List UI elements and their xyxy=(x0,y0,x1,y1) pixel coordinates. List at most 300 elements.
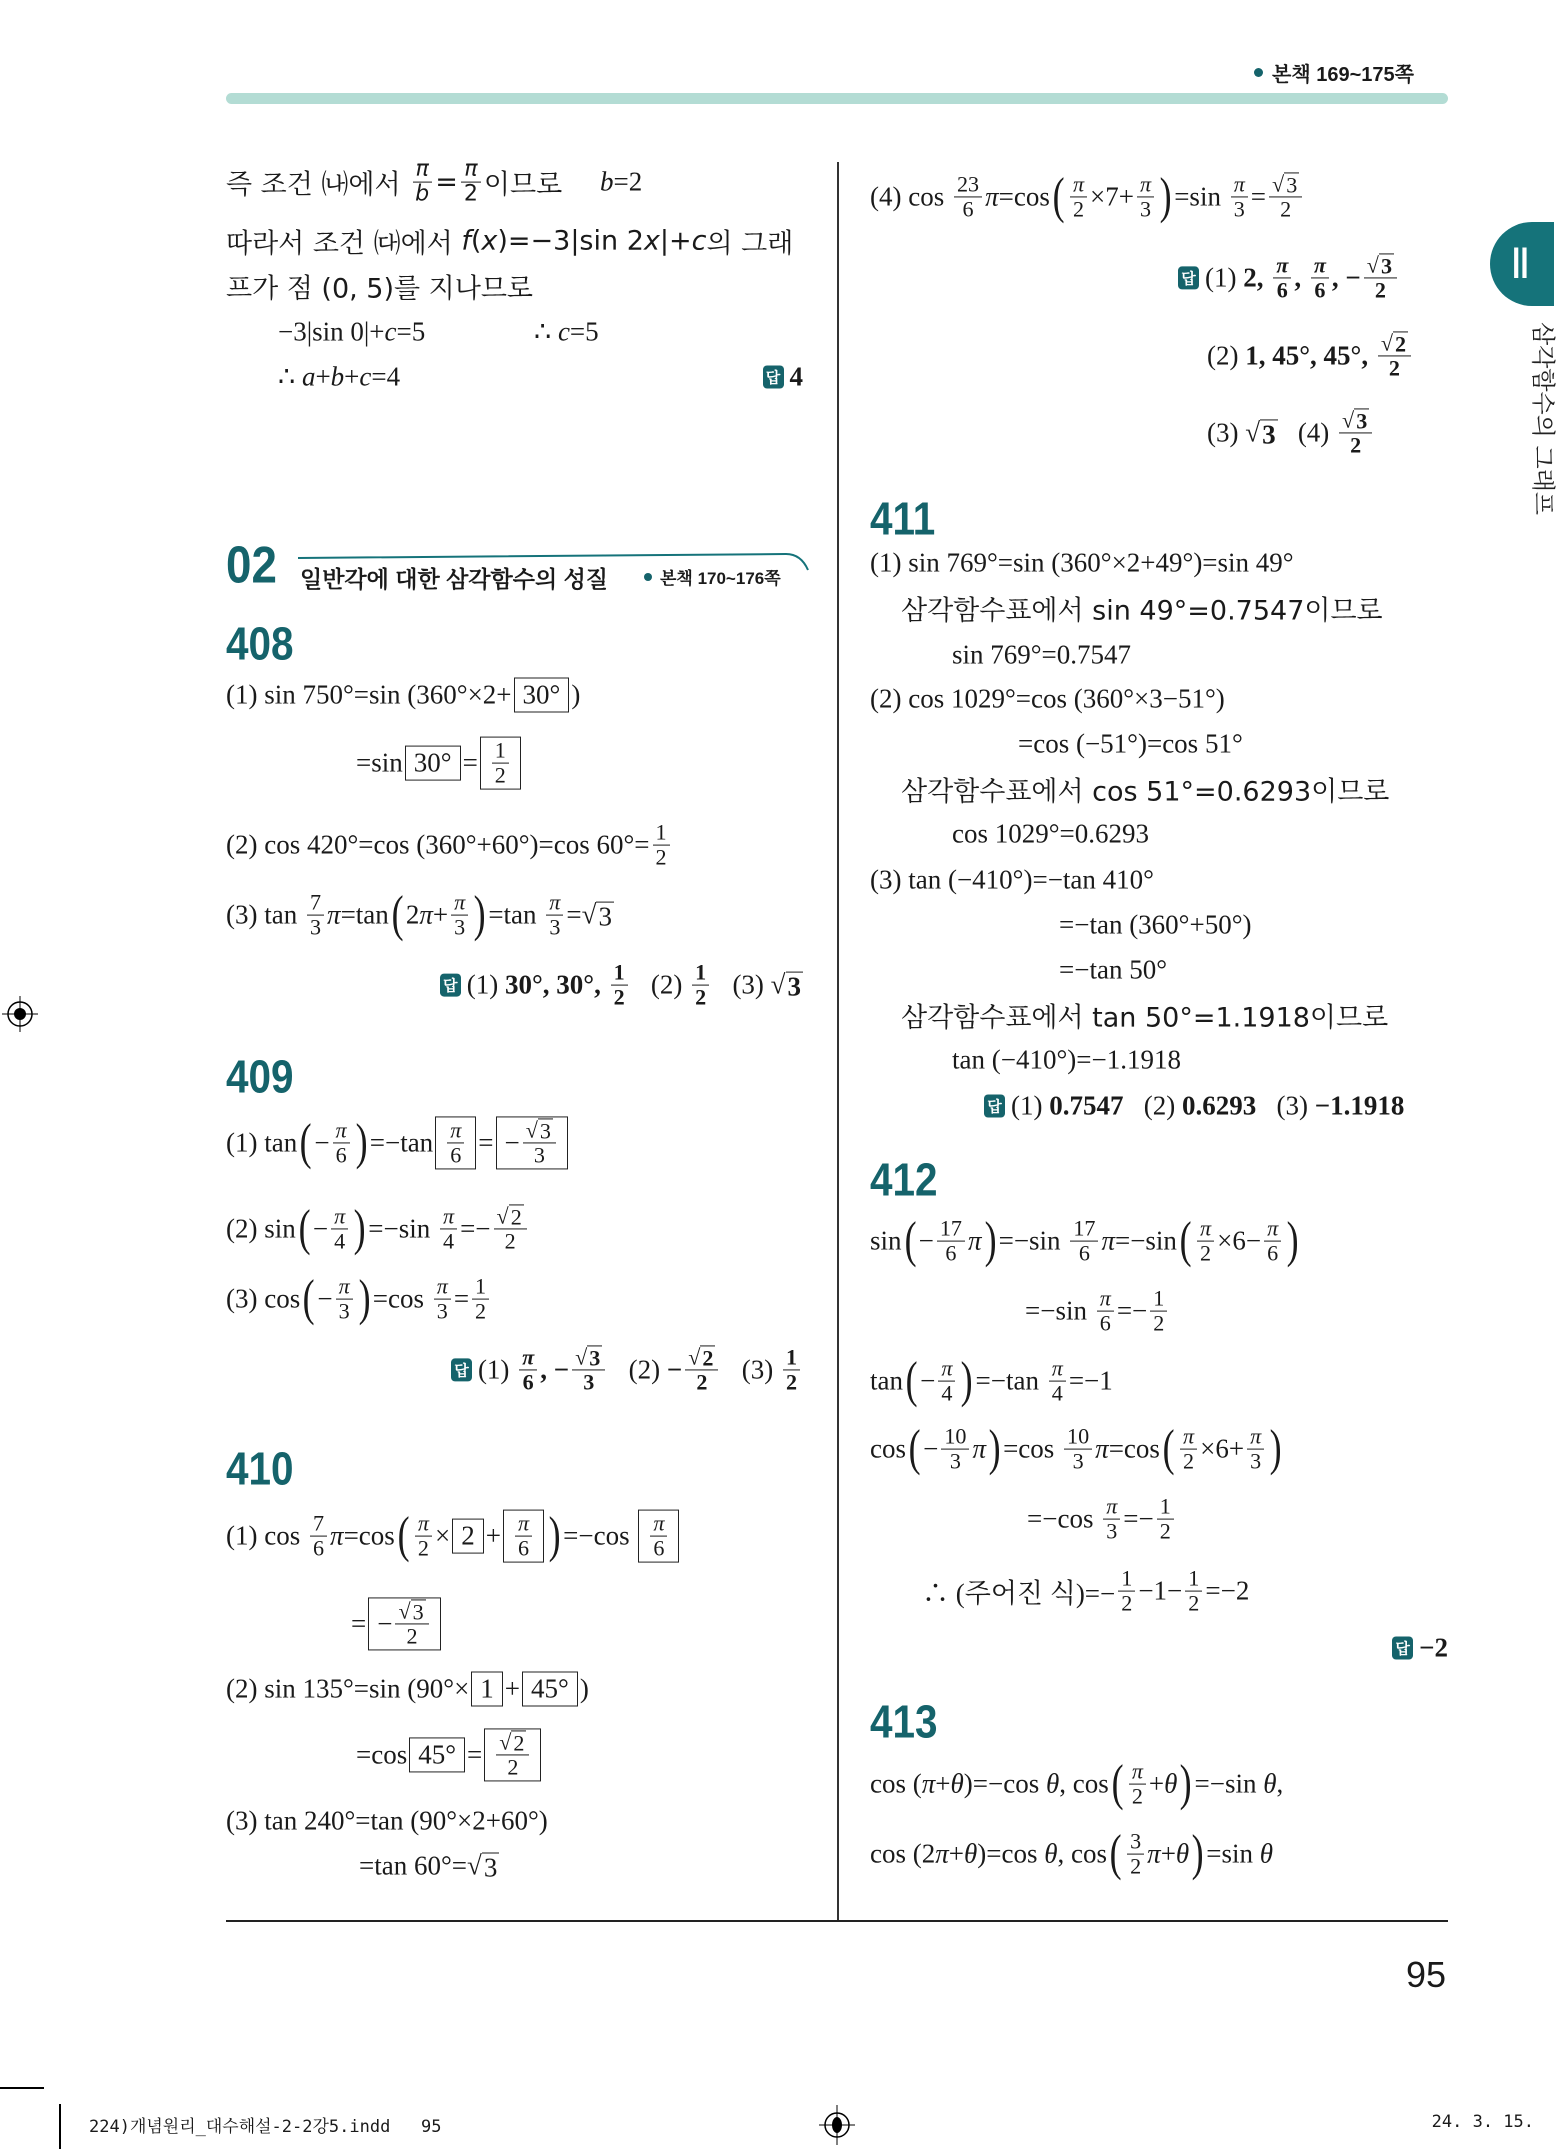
math-text: −1− xyxy=(1138,1575,1183,1606)
math-text: − xyxy=(317,1283,333,1314)
numerator xyxy=(310,1512,327,1537)
chapter-numeral: Ⅱ xyxy=(1510,242,1531,288)
big-paren: ) xyxy=(358,1269,371,1327)
math-text: (1) cos xyxy=(226,1520,307,1551)
denominator xyxy=(1150,1312,1167,1336)
header-ref xyxy=(1254,58,1414,87)
math-text: =−sin xyxy=(1114,1225,1177,1256)
math-text: ∴ xyxy=(278,361,302,392)
denominator xyxy=(1076,1242,1093,1266)
math-text: π xyxy=(1250,1423,1262,1449)
fraction xyxy=(1247,1425,1264,1474)
math-line xyxy=(870,1351,1113,1409)
fraction xyxy=(783,1346,800,1395)
fraction xyxy=(492,739,509,788)
math-text: π xyxy=(972,1433,986,1464)
math-text: ∴ (주어진 식)=− xyxy=(922,1578,1116,1609)
answer-line xyxy=(1207,331,1414,380)
numerator xyxy=(937,1217,965,1242)
math-text: =cos xyxy=(1003,1433,1062,1464)
numerator xyxy=(1103,1495,1120,1520)
math-text: 6 xyxy=(945,1240,957,1266)
math-text: = xyxy=(453,1283,470,1314)
math-text: ×7+ xyxy=(1090,181,1135,212)
radical-sign: √ xyxy=(1272,171,1285,197)
math-text: (3) cos xyxy=(226,1283,301,1314)
square-root xyxy=(575,1345,602,1369)
numerator xyxy=(415,1512,432,1537)
big-paren: ( xyxy=(1109,1824,1122,1882)
fraction xyxy=(523,1118,556,1167)
math-text: 45° xyxy=(531,1673,569,1704)
math-line xyxy=(870,684,1225,715)
math-line xyxy=(922,1567,1249,1616)
math-text: 6 xyxy=(962,196,974,222)
math-text: 2 xyxy=(1121,1590,1133,1616)
math-text: 6 xyxy=(522,1369,534,1395)
fraction xyxy=(1269,172,1302,221)
math-text: π xyxy=(442,1203,455,1229)
math-text: a xyxy=(301,361,316,392)
math-text: =−1 xyxy=(1068,1365,1113,1396)
math-text: =cos xyxy=(372,1283,431,1314)
math-line xyxy=(359,1851,499,1882)
math-text: =−tan xyxy=(369,1127,434,1158)
math-line xyxy=(901,770,1389,809)
numerator xyxy=(1378,331,1411,356)
math-line xyxy=(226,1806,548,1837)
bullet-icon xyxy=(644,573,652,581)
radical-sign: √ xyxy=(525,1117,538,1143)
math-text: 6 xyxy=(653,1535,665,1561)
math-text: =4 xyxy=(371,361,401,392)
math-text: 3 xyxy=(583,1369,595,1395)
crop-mark xyxy=(0,2087,44,2089)
numerator xyxy=(331,1205,348,1230)
numerator xyxy=(1064,1425,1092,1450)
math-text: (3) tan (−410°)=−tan 410° xyxy=(870,864,1154,895)
radical-sign: √ xyxy=(467,1850,482,1881)
math-text: 따라서 조건 ㈐에서 xyxy=(226,228,462,260)
radicand: 3 xyxy=(539,1118,551,1144)
denominator xyxy=(531,1144,548,1168)
denominator xyxy=(938,1382,955,1406)
math-text: 6 xyxy=(312,1535,325,1561)
fraction xyxy=(941,1425,969,1474)
math-text: π xyxy=(419,899,433,930)
math-text: 3 xyxy=(338,1298,350,1324)
math-text: 3 xyxy=(436,1298,448,1324)
numerator xyxy=(1157,1495,1174,1520)
answer-box xyxy=(503,1510,544,1563)
math-text: 10 xyxy=(944,1423,967,1449)
answer-box xyxy=(496,1116,568,1169)
denominator xyxy=(1103,1520,1120,1544)
radical-sign: √ xyxy=(770,969,786,1000)
numerator xyxy=(333,1119,350,1144)
answer-box xyxy=(368,1597,440,1650)
answer-line xyxy=(1392,1633,1448,1664)
answer-box xyxy=(435,1117,476,1170)
math-text: θ xyxy=(964,1838,978,1869)
math-text: 3 xyxy=(549,914,561,940)
denominator xyxy=(333,1143,350,1167)
fraction xyxy=(572,1345,605,1394)
math-text: |+ xyxy=(659,225,692,257)
math-text: π xyxy=(1099,1285,1111,1311)
math-text: =− xyxy=(460,1213,491,1244)
math-text: 3 xyxy=(1072,1448,1084,1474)
math-text: π xyxy=(338,1273,350,1299)
radical-sign: √ xyxy=(496,1203,509,1229)
fraction xyxy=(412,155,432,207)
denominator xyxy=(783,1370,800,1394)
math-text: 30° xyxy=(522,679,561,710)
math-text: 1 xyxy=(1188,1565,1200,1591)
fraction xyxy=(496,1730,529,1779)
math-text: cos xyxy=(870,1433,906,1464)
problem-number: 410 xyxy=(226,1442,294,1495)
math-text: 1, 45°, 45°, xyxy=(1245,340,1375,371)
numerator xyxy=(1070,1217,1098,1242)
math-text: π xyxy=(522,1344,535,1370)
numerator xyxy=(611,961,628,986)
math-text: π xyxy=(985,181,999,212)
denominator xyxy=(1070,1450,1087,1474)
numerator xyxy=(546,891,563,916)
math-text: 2, xyxy=(1243,262,1271,293)
numerator xyxy=(515,1512,532,1537)
fraction xyxy=(461,155,481,207)
denominator xyxy=(1274,278,1291,302)
numerator xyxy=(492,739,509,764)
math-text: π xyxy=(436,1273,448,1299)
math-line xyxy=(870,1754,1284,1812)
big-paren: ( xyxy=(904,1211,917,1269)
math-text: =5 xyxy=(569,316,599,347)
math-text: π xyxy=(1106,1493,1118,1519)
big-paren: ( xyxy=(397,1506,410,1564)
math-text: b xyxy=(600,166,614,197)
math-text: 2 xyxy=(461,1520,475,1551)
big-paren: ( xyxy=(1111,1754,1124,1812)
big-paren: ( xyxy=(1179,1211,1192,1269)
math-text: , xyxy=(1294,262,1308,293)
answer-box xyxy=(514,678,570,713)
denominator xyxy=(310,1537,327,1561)
numerator xyxy=(307,891,324,916)
math-text: 6 xyxy=(1314,277,1326,303)
answer-box xyxy=(522,1672,578,1707)
math-text: θ xyxy=(1263,1768,1277,1799)
denominator xyxy=(504,1756,521,1780)
math-text: 2 xyxy=(1159,1518,1171,1544)
numerator xyxy=(447,1119,464,1144)
math-text: θ xyxy=(1175,1838,1190,1869)
big-paren: ( xyxy=(1162,1419,1175,1477)
footer-file xyxy=(89,2112,442,2137)
radicand: 3 xyxy=(1262,419,1276,450)
math-text: θ xyxy=(1259,1838,1274,1869)
math-text: 2 xyxy=(504,1228,516,1254)
section-title: 일반각에 대한 삼각함수의 성질 xyxy=(300,566,609,592)
answer-line xyxy=(763,362,804,393)
math-line xyxy=(226,821,673,870)
math-text: (2) sin 135°=sin (90°× xyxy=(226,1673,470,1704)
square-root xyxy=(526,1118,553,1142)
math-line xyxy=(870,167,1305,225)
square-root xyxy=(688,1345,715,1369)
math-text: 2 xyxy=(695,984,707,1010)
math-text: π xyxy=(1233,171,1245,197)
math-text: =tan xyxy=(488,899,544,930)
math-text: 4 xyxy=(443,1228,455,1254)
denominator xyxy=(492,764,509,788)
math-text: 3 xyxy=(1140,196,1152,222)
math-text: π xyxy=(454,889,466,915)
math-text: 2 xyxy=(696,1369,708,1395)
math-line xyxy=(1018,729,1243,760)
math-text: 4 xyxy=(334,1228,346,1254)
math-text: −3|sin 0|+ xyxy=(278,316,385,347)
math-text: )=−3|sin 2 xyxy=(497,225,644,257)
fraction xyxy=(447,1119,464,1168)
fraction xyxy=(440,1205,457,1254)
registration-mark-icon xyxy=(2,996,38,1032)
math-text: 2 xyxy=(1188,1590,1200,1616)
numerator xyxy=(1269,172,1302,197)
fraction xyxy=(1231,173,1248,222)
math-text: (3) xyxy=(1207,417,1246,448)
numerator xyxy=(572,1345,605,1370)
radical-sign: √ xyxy=(1366,252,1379,278)
math-line xyxy=(901,589,1383,628)
answer-line xyxy=(440,961,803,1010)
chapter-tab xyxy=(1490,222,1554,306)
fraction xyxy=(1157,1495,1174,1544)
problem-number: 413 xyxy=(870,1695,938,1748)
math-text: = xyxy=(478,1127,494,1158)
math-text: =sin xyxy=(1174,181,1228,212)
math-text: 2 xyxy=(655,844,667,870)
math-text: − xyxy=(504,1127,520,1158)
math-text: 1 xyxy=(785,1344,797,1370)
denominator xyxy=(546,916,563,940)
math-text: + xyxy=(432,899,449,930)
numerator xyxy=(434,1275,451,1300)
numerator xyxy=(451,891,468,916)
math-text: 4 xyxy=(789,361,803,392)
numerator xyxy=(1364,253,1397,278)
math-line xyxy=(952,819,1149,850)
math-text: )=cos xyxy=(977,1838,1045,1869)
math-text: π xyxy=(417,1510,429,1536)
math-text: sin xyxy=(870,1225,902,1256)
math-line xyxy=(226,222,793,261)
denominator xyxy=(1197,1242,1214,1266)
answer-box xyxy=(452,1519,484,1554)
big-paren: ( xyxy=(391,885,404,943)
big-paren: ) xyxy=(1269,1419,1282,1477)
denominator xyxy=(415,1537,432,1561)
denominator xyxy=(447,1143,464,1167)
math-text: c xyxy=(359,361,372,392)
numerator xyxy=(1231,173,1248,198)
square-root xyxy=(771,970,803,1001)
math-text: + xyxy=(1160,1838,1176,1869)
math-text: π xyxy=(941,1355,953,1381)
math-line xyxy=(870,865,1154,896)
math-line xyxy=(351,1597,443,1650)
problem-number: 412 xyxy=(870,1153,938,1206)
math-text: π xyxy=(921,1768,936,1799)
denominator xyxy=(1118,1592,1135,1616)
denominator xyxy=(942,1242,959,1266)
math-text: 삼각함수표에서 cos 51°=0.6293이므로 xyxy=(901,776,1390,808)
math-text: − xyxy=(923,1433,939,1464)
math-text: 2 xyxy=(1280,196,1292,222)
denominator xyxy=(580,1371,597,1395)
math-text: , xyxy=(1276,1768,1284,1799)
math-text: 3 xyxy=(454,914,466,940)
math-text: = xyxy=(462,747,478,778)
fraction xyxy=(1264,1217,1281,1266)
numerator xyxy=(1264,1217,1281,1242)
math-text: 3 xyxy=(1106,1518,1118,1544)
header-ref-text: 본책 169~175쪽 xyxy=(1272,64,1414,86)
math-text: π xyxy=(1183,1423,1195,1449)
denominator xyxy=(440,1229,457,1253)
math-line xyxy=(278,362,400,393)
radical-sign: √ xyxy=(581,899,597,930)
math-text: − xyxy=(920,1365,936,1396)
math-text: (1) xyxy=(1011,1090,1050,1121)
math-text: π xyxy=(1051,1355,1063,1381)
denominator xyxy=(404,1625,421,1649)
math-text: x xyxy=(481,225,498,257)
math-text: 6 xyxy=(1267,1240,1279,1266)
denominator xyxy=(1185,1592,1202,1616)
math-text: π xyxy=(1101,1225,1115,1256)
answer-line xyxy=(1207,408,1375,457)
math-text: =cos xyxy=(356,1739,408,1770)
fraction xyxy=(954,173,982,222)
denominator xyxy=(412,180,432,207)
fraction xyxy=(310,1512,327,1561)
math-text: =5 xyxy=(396,316,426,347)
math-text: (1) sin 750°=sin (360°×2+ xyxy=(226,679,512,710)
radicand: 3 xyxy=(483,1852,498,1883)
math-text: )=−cos xyxy=(963,1768,1046,1799)
math-line xyxy=(226,155,563,207)
fraction xyxy=(515,1512,532,1561)
radicand: 2 xyxy=(513,1730,525,1756)
big-paren: ) xyxy=(1286,1211,1299,1269)
radicand: 3 xyxy=(787,971,801,1002)
math-text: (3) xyxy=(712,969,771,1000)
math-line xyxy=(226,1199,530,1257)
numerator xyxy=(1070,173,1087,198)
answer-box xyxy=(480,737,521,790)
big-paren: ) xyxy=(1179,1754,1192,1812)
big-paren: ( xyxy=(908,1419,921,1477)
fraction xyxy=(1103,1495,1120,1544)
bullet-icon xyxy=(1254,68,1263,77)
fraction xyxy=(307,891,324,940)
math-text: π xyxy=(1072,171,1085,197)
fraction xyxy=(937,1217,965,1266)
fraction xyxy=(472,1275,489,1324)
math-line xyxy=(226,267,533,306)
denominator xyxy=(1386,357,1403,381)
numerator xyxy=(519,1346,537,1371)
radicand: 2 xyxy=(510,1204,522,1230)
fraction xyxy=(415,1512,432,1561)
math-text: π xyxy=(1313,252,1326,278)
square-root xyxy=(1381,331,1408,355)
big-paren: ) xyxy=(473,885,486,943)
math-text: 의 그래 xyxy=(706,228,794,260)
answer-badge: 답 xyxy=(451,1358,472,1381)
answer-line xyxy=(451,1345,803,1394)
radical-sign: √ xyxy=(1380,330,1393,356)
math-text: 45° xyxy=(418,1739,457,1770)
math-text: π xyxy=(1140,171,1152,197)
math-line xyxy=(870,1824,1274,1882)
fraction xyxy=(1049,1357,1066,1406)
math-line xyxy=(870,548,1294,579)
denominator xyxy=(502,1230,519,1254)
numerator xyxy=(1247,1425,1264,1450)
math-text: 30°, 30°, xyxy=(504,969,608,1000)
denominator xyxy=(336,1300,353,1324)
section-number: 02 xyxy=(226,536,277,595)
math-text: ) xyxy=(579,1673,589,1704)
fraction xyxy=(336,1275,353,1324)
math-text: (2) sin xyxy=(226,1213,296,1244)
math-text: ∴ xyxy=(534,316,558,347)
math-text: =tan xyxy=(340,899,389,930)
denominator xyxy=(515,1537,532,1561)
math-text: −2 xyxy=(1419,1632,1448,1663)
math-text: π xyxy=(334,1203,346,1229)
fraction xyxy=(1364,253,1397,302)
math-text: cos (2 xyxy=(870,1838,936,1869)
math-text: f xyxy=(461,225,471,257)
math-text: 3 xyxy=(1130,1828,1142,1854)
fraction xyxy=(1180,1425,1197,1474)
math-text: c xyxy=(557,316,570,347)
fraction xyxy=(546,891,563,940)
denominator xyxy=(331,1229,348,1253)
math-text: π xyxy=(967,1225,982,1256)
math-text: π xyxy=(1276,252,1289,278)
square-root xyxy=(1272,172,1299,196)
fraction xyxy=(333,1119,350,1168)
numerator xyxy=(653,821,670,846)
big-paren: ) xyxy=(988,1419,1001,1477)
radicand: 3 xyxy=(1380,253,1392,279)
math-text: 2 xyxy=(613,984,625,1010)
big-paren: ) xyxy=(1159,167,1172,225)
math-text: 2 xyxy=(475,1298,487,1324)
math-text: =cos xyxy=(343,1520,395,1551)
math-text: π xyxy=(1147,1838,1161,1869)
denominator xyxy=(693,1371,710,1395)
math-text: 3 xyxy=(533,1142,545,1168)
denominator xyxy=(1157,1520,1174,1544)
math-text: =cos (−51°)=cos 51° xyxy=(1018,728,1243,759)
